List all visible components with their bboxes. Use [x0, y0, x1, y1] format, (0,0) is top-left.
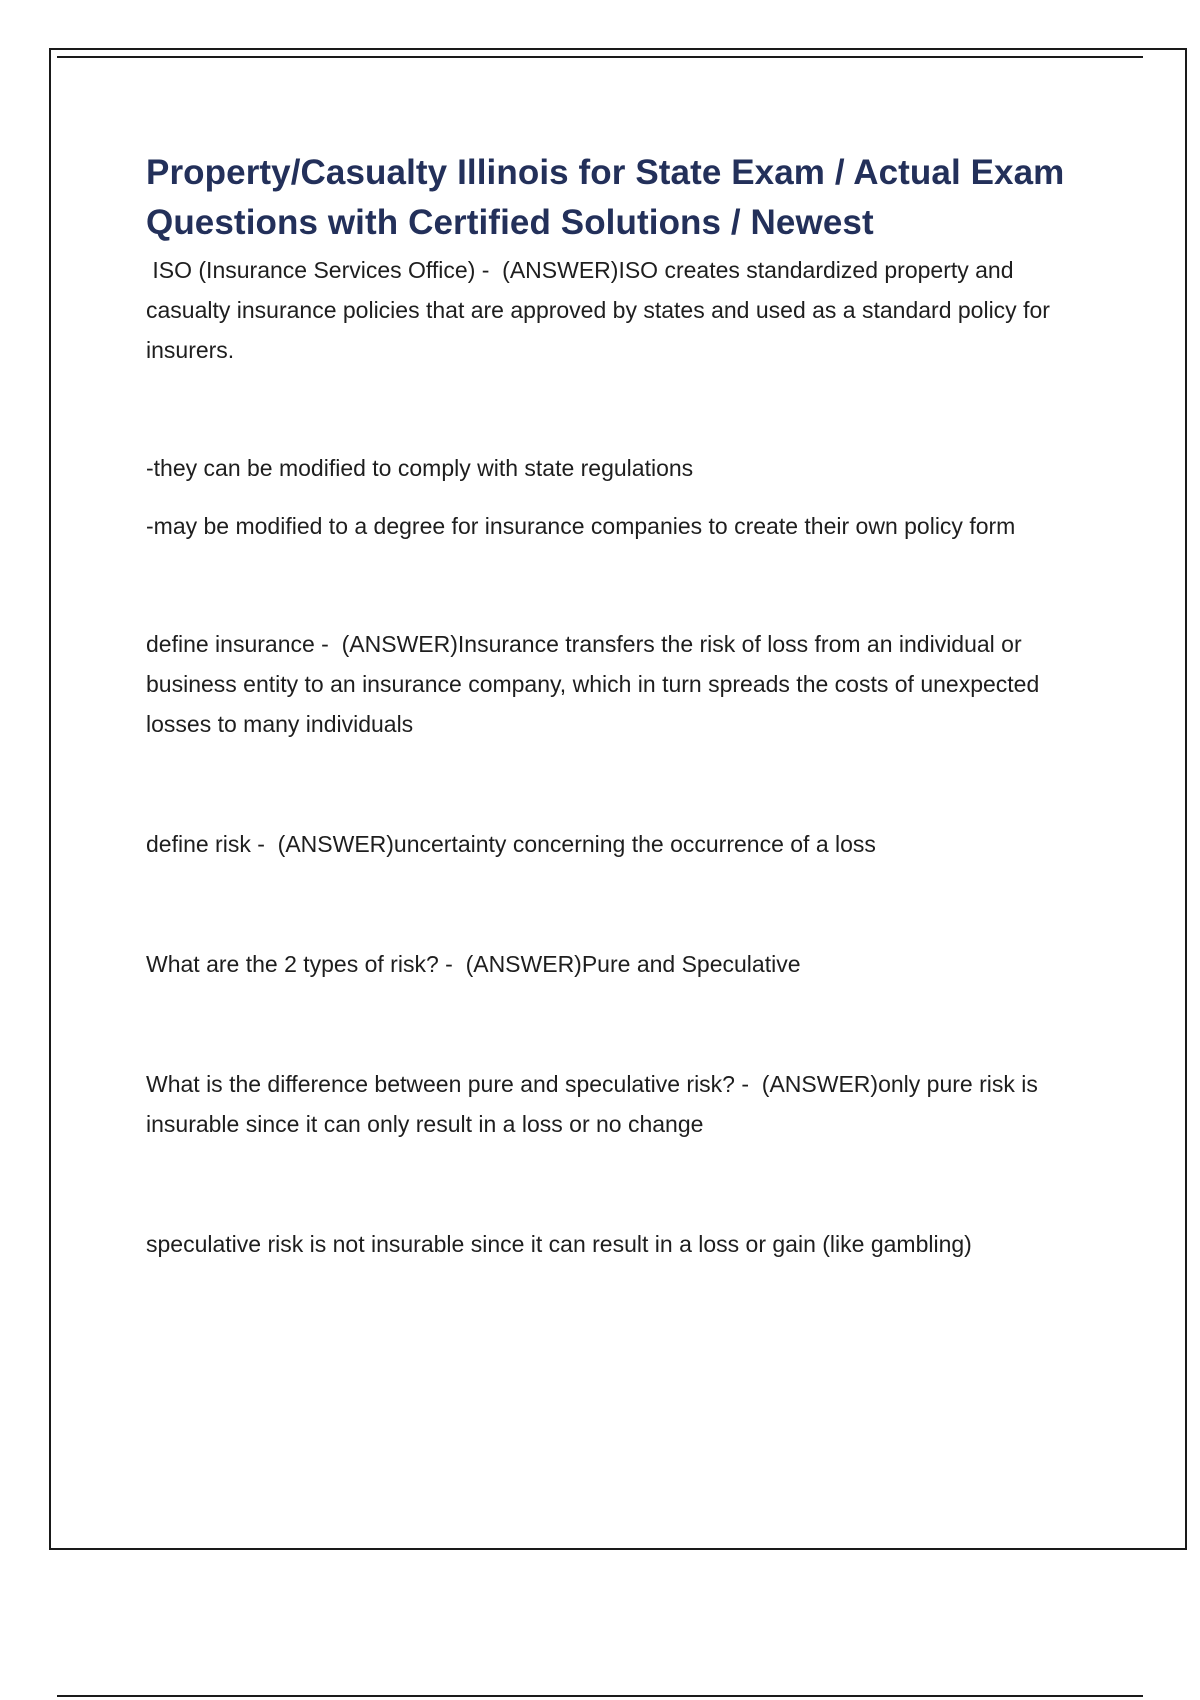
- document-title: Property/Casualty Illinois for State Exam / Actual Exam Questions with Certified Solutions / Newest: [146, 153, 1065, 242]
- note-speculative-risk: speculative risk is not insurable since it can result in a loss or gain (like gambling): [146, 1231, 972, 1257]
- top-rule: [57, 56, 1143, 58]
- qa-define-risk: define risk - (ANSWER)uncertainty concerning the occurrence of a loss: [146, 831, 876, 857]
- qa-types-of-risk: What are the 2 types of risk? - (ANSWER)Pure and Speculative: [146, 951, 801, 977]
- qa-pure-vs-speculative: What is the difference between pure and speculative risk? - (ANSWER)only pure risk is insurable since it can only result in a loss or no change: [146, 1071, 1045, 1137]
- note-state-regulations: -they can be modified to comply with state regulations: [146, 455, 694, 481]
- bottom-rule: [57, 1695, 1143, 1697]
- qa-define-insurance: define insurance - (ANSWER)Insurance transfers the risk of loss from an individual or business entity to an insurance company, which in turn spreads the costs of unexpected losses to many individuals: [146, 631, 1046, 737]
- note-policy-form: -may be modified to a degree for insurance companies to create their own policy form: [146, 513, 1016, 539]
- qa-iso: ISO (Insurance Services Office) - (ANSWER)ISO creates standardized property and casualty insurance policies that are approved by states and used as a standard policy for insurers.: [146, 257, 1057, 363]
- document-body: [146, 148, 1096, 1264]
